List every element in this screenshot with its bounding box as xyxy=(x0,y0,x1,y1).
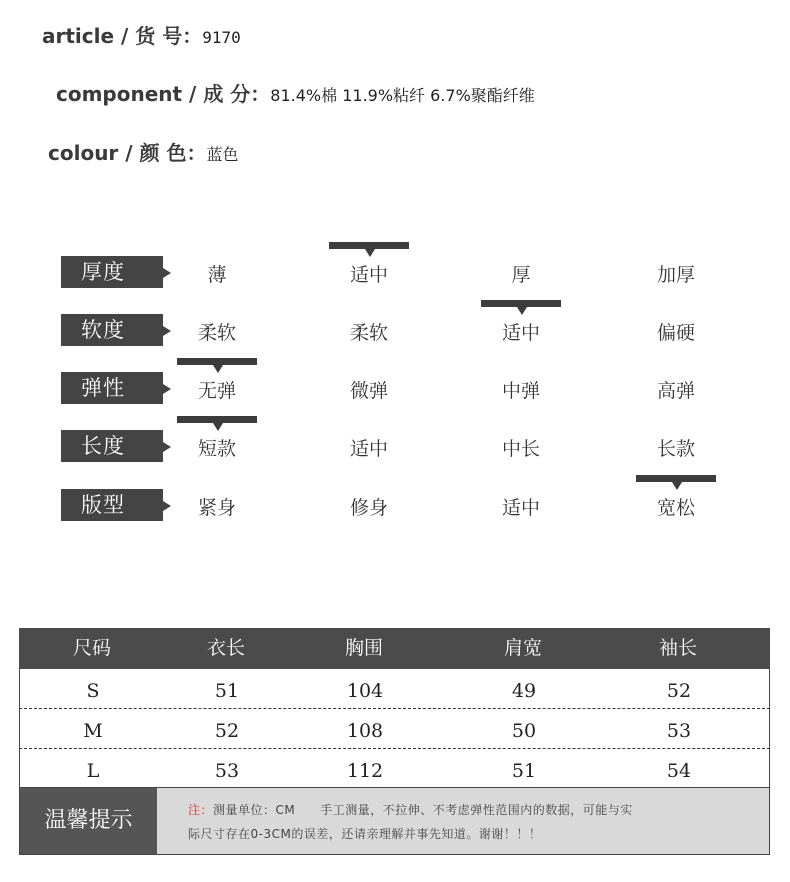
component-label: component / 成 分： xyxy=(56,82,271,106)
component-value: 81.4%棉 11.9%粘纤 6.7%聚酯纤维 xyxy=(270,86,535,105)
size-cell: 52 xyxy=(214,720,240,742)
attribute-option: 宽松 xyxy=(656,497,695,519)
attribute-label: 厚度 xyxy=(61,256,163,288)
size-header-cell: 尺码 xyxy=(72,637,111,659)
tip-note-prefix: 注： xyxy=(188,803,214,817)
size-cell: L xyxy=(86,760,100,782)
colour-label: colour / 颜 色： xyxy=(48,141,207,165)
attribute-row xyxy=(0,489,790,529)
size-header-cell: 肩宽 xyxy=(503,637,542,659)
attribute-option: 微弹 xyxy=(349,380,388,402)
tip-label: 温馨提示 xyxy=(20,788,157,854)
size-header-cell: 袖长 xyxy=(658,637,697,659)
size-table xyxy=(19,628,770,789)
size-cell: S xyxy=(86,680,100,702)
attribute-label: 弹性 xyxy=(61,372,163,404)
attribute-option: 修身 xyxy=(349,497,388,519)
attribute-option: 适中 xyxy=(501,497,540,519)
attribute-option: 薄 xyxy=(207,264,227,286)
article-label: article / 货 号： xyxy=(42,24,203,48)
selected-marker xyxy=(636,475,716,482)
size-cell: 51 xyxy=(214,680,240,702)
info-colour xyxy=(48,137,239,166)
tip-box xyxy=(19,787,770,855)
attribute-option: 中弹 xyxy=(501,380,540,402)
attribute-option: 中长 xyxy=(501,438,540,460)
attribute-row xyxy=(0,430,790,470)
size-cell: M xyxy=(83,720,103,742)
tip-line-1: 测量单位：CM 手工测量，不拉伸、不考虑弹性范围内的数据，可能与实 xyxy=(213,803,633,817)
size-cell: 104 xyxy=(346,680,384,702)
size-cell: 53 xyxy=(214,760,240,782)
size-cell: 54 xyxy=(666,760,692,782)
attribute-option: 加厚 xyxy=(656,264,695,286)
size-cell: 52 xyxy=(666,680,692,702)
table-row xyxy=(19,669,770,709)
size-cell: 51 xyxy=(511,760,537,782)
attribute-option: 偏硬 xyxy=(656,322,695,344)
size-cell: 112 xyxy=(346,760,384,782)
size-table-body xyxy=(19,669,770,789)
attribute-option: 柔软 xyxy=(197,322,236,344)
selected-marker xyxy=(177,416,257,423)
attribute-option: 高弹 xyxy=(656,380,695,402)
size-cell: 53 xyxy=(666,720,692,742)
attribute-option: 适中 xyxy=(349,264,388,286)
selected-marker xyxy=(481,300,561,307)
attribute-row xyxy=(0,372,790,412)
selected-marker xyxy=(329,242,409,249)
attribute-label: 版型 xyxy=(61,489,163,521)
attribute-option: 适中 xyxy=(501,322,540,344)
selected-marker xyxy=(177,358,257,365)
attribute-row xyxy=(0,256,790,296)
table-row xyxy=(19,709,770,749)
attribute-option: 适中 xyxy=(349,438,388,460)
size-header-cell: 胸围 xyxy=(344,637,383,659)
attribute-option: 长款 xyxy=(656,438,695,460)
attribute-option: 短款 xyxy=(197,438,236,460)
tip-line-2: 际尺寸存在0-3CM的误差，还请亲理解并事先知道。谢谢！！！ xyxy=(188,827,542,841)
info-component xyxy=(56,78,535,107)
size-cell: 50 xyxy=(511,720,537,742)
colour-value: 蓝色 xyxy=(206,145,239,164)
attribute-option: 柔软 xyxy=(349,322,388,344)
tip-text xyxy=(188,798,758,846)
info-article xyxy=(42,20,241,49)
attribute-option: 紧身 xyxy=(197,497,236,519)
table-row xyxy=(19,749,770,789)
attribute-option: 厚 xyxy=(511,264,531,286)
attribute-row xyxy=(0,314,790,354)
article-value: 9170 xyxy=(202,28,241,47)
attribute-option: 无弹 xyxy=(197,380,236,402)
size-cell: 108 xyxy=(346,720,384,742)
size-cell: 49 xyxy=(511,680,537,702)
attribute-label: 长度 xyxy=(61,430,163,462)
size-header-cell: 衣长 xyxy=(206,637,245,659)
attribute-label: 软度 xyxy=(61,314,163,346)
size-table-header xyxy=(19,628,770,669)
